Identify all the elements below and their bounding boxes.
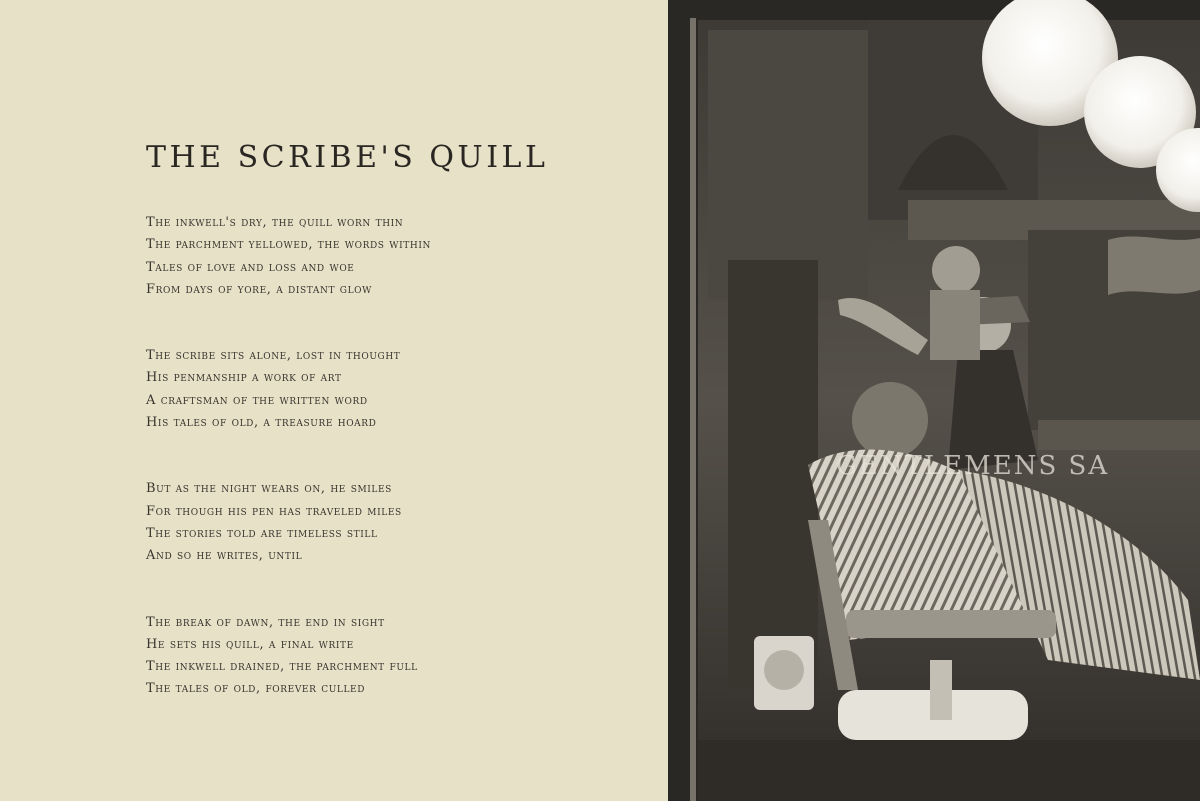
- stanza: [146, 612, 586, 701]
- poem-line: His tales of old, a treasure hoard: [146, 415, 377, 431]
- poem-body: [146, 212, 586, 745]
- poem-line: He sets his quill, a final write: [146, 636, 354, 652]
- poem-line: The parchment yellowed, the words within: [146, 237, 431, 253]
- neon-sign: [1108, 236, 1200, 295]
- photo-illustration: [668, 0, 1200, 801]
- assistant-body: [930, 290, 980, 360]
- poem-line: And so he writes, until: [146, 548, 303, 564]
- assistant-head: [932, 246, 980, 294]
- poem-line: The scribe sits alone, lost in thought: [146, 348, 401, 364]
- doorway: [728, 260, 818, 690]
- poem-line: His penmanship a work of art: [146, 370, 342, 386]
- window-lettering: GENTLEMENS SA: [836, 451, 1110, 481]
- poem-line: The inkwell drained, the parchment full: [146, 659, 418, 675]
- poem-line: The tales of old, forever culled: [146, 681, 366, 697]
- poem-line: The stories told are timeless still: [146, 525, 378, 541]
- poem-line: A craftsman of the written word: [146, 392, 368, 408]
- barbershop-photo: [668, 0, 1200, 801]
- chair-arm: [846, 610, 1056, 638]
- window-frame-edge: [690, 18, 696, 801]
- poem-line: For though his pen has traveled miles: [146, 503, 402, 519]
- floor: [698, 740, 1200, 801]
- poem-line: But as the night wears on, he smiles: [146, 481, 392, 497]
- heater-grille: [764, 650, 804, 690]
- interior-wall: [708, 30, 868, 300]
- poem-line: From days of yore, a distant glow: [146, 281, 372, 297]
- poem-line: The inkwell's dry, the quill worn thin: [146, 215, 404, 230]
- customer-head: [852, 382, 928, 458]
- poem-line: The break of dawn, the end in sight: [146, 614, 385, 630]
- stanza: [146, 478, 586, 567]
- window-frame-top: [668, 0, 1200, 20]
- counter: [1038, 420, 1200, 450]
- poem-title: THE SCRIBE'S QUILL: [146, 140, 549, 175]
- stanza: [146, 345, 586, 434]
- chair-post: [930, 660, 952, 720]
- poem-line: Tales of love and loss and woe: [146, 259, 355, 275]
- stanza: [146, 212, 586, 301]
